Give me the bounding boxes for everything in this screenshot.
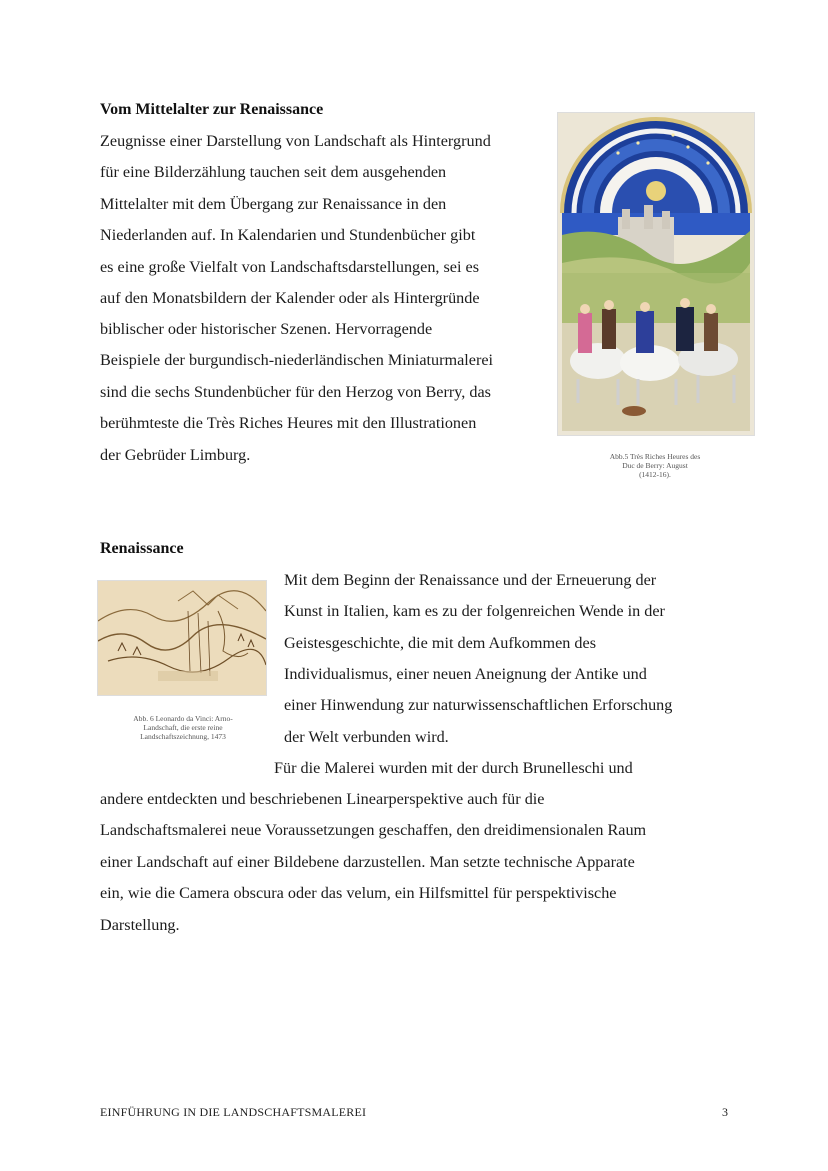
paragraph-line: biblischer oder historischer Szenen. Hervorragende <box>100 320 433 338</box>
caption-line: Duc de Berry: August <box>622 461 688 470</box>
paragraph-line: Geistesgeschichte, die mit dem Aufkommen des <box>284 634 596 652</box>
caption-line: Landschaft, die erste reine <box>143 723 223 732</box>
figure-caption-abb6 <box>113 714 253 741</box>
section-heading-mittelalter: Vom Mittelalter zur Renaissance <box>100 101 324 118</box>
page-number: 3 <box>722 1105 729 1119</box>
figure-tres-riches-heures <box>557 112 755 436</box>
paragraph-line: Mittelalter mit dem Übergang zur Renaissance in den <box>100 195 447 213</box>
paragraph-line: Mit dem Beginn der Renaissance und der Erneuerung der <box>284 571 657 589</box>
landscape-drawing <box>98 581 266 695</box>
paragraph-line: Beispiele der burgundisch-niederländischen Miniaturmalerei <box>100 351 494 369</box>
paragraph-line: auf den Monatsbildern der Kalender oder als Hintergründe <box>100 289 480 307</box>
miniature-illustration <box>558 113 754 435</box>
caption-line: (1412-16). <box>639 470 671 479</box>
paragraph-line: einer Landschaft auf einer Bildebene darzustellen. Man setzte technische Apparate <box>100 853 635 871</box>
paragraph-line: einer Hinwendung zur naturwissenschaftlichen Erforschung <box>284 696 673 714</box>
paragraph-line: es eine große Vielfalt von Landschaftsdarstellungen, sei es <box>100 258 480 276</box>
paragraph-line: sind die sechs Stundenbücher für den Herzog von Berry, das <box>100 383 491 401</box>
paragraph-line: ein, wie die Camera obscura oder das velum, ein Hilfsmittel für perspektivische <box>100 884 617 902</box>
footer-title: EINFÜHRUNG IN DIE LANDSCHAFTSMALEREI <box>100 1105 367 1119</box>
paragraph-line: Für die Malerei wurden mit der durch Brunelleschi und <box>274 759 633 777</box>
caption-line: Landschaftszeichnung, 1473 <box>140 732 226 741</box>
caption-line: Abb.5 Très Riches Heures des <box>609 452 701 461</box>
paragraph-line: Kunst in Italien, kam es zu der folgenreichen Wende in der <box>284 602 665 620</box>
paragraph-line: berühmteste die Très Riches Heures mit den Illustrationen <box>100 414 477 432</box>
paragraph-line: der Welt verbunden wird. <box>284 728 449 746</box>
figure-leonardo-landscape <box>97 580 267 696</box>
paragraph-line: Individualismus, einer neuen Aneignung der Antike und <box>284 665 647 683</box>
paragraph-line: Niederlanden auf. In Kalendarien und Stundenbücher gibt <box>100 226 476 244</box>
figure-caption-abb5 <box>595 452 715 479</box>
paragraph-line: der Gebrüder Limburg. <box>100 446 251 464</box>
caption-line: Abb. 6 Leonardo da Vinci: Arno- <box>133 714 233 723</box>
paragraph-line: Landschaftsmalerei neue Voraussetzungen geschaffen, den dreidimensionalen Raum <box>100 821 647 839</box>
paragraph-line: Darstellung. <box>100 916 180 934</box>
paragraph-line: andere entdeckten und beschriebenen Linearperspektive auch für die <box>100 790 545 808</box>
section-heading-renaissance: Renaissance <box>100 540 184 557</box>
paragraph-line: Zeugnisse einer Darstellung von Landschaft als Hintergrund <box>100 132 491 150</box>
paragraph-line: für eine Bilderzählung tauchen seit dem ausgehenden <box>100 163 447 181</box>
